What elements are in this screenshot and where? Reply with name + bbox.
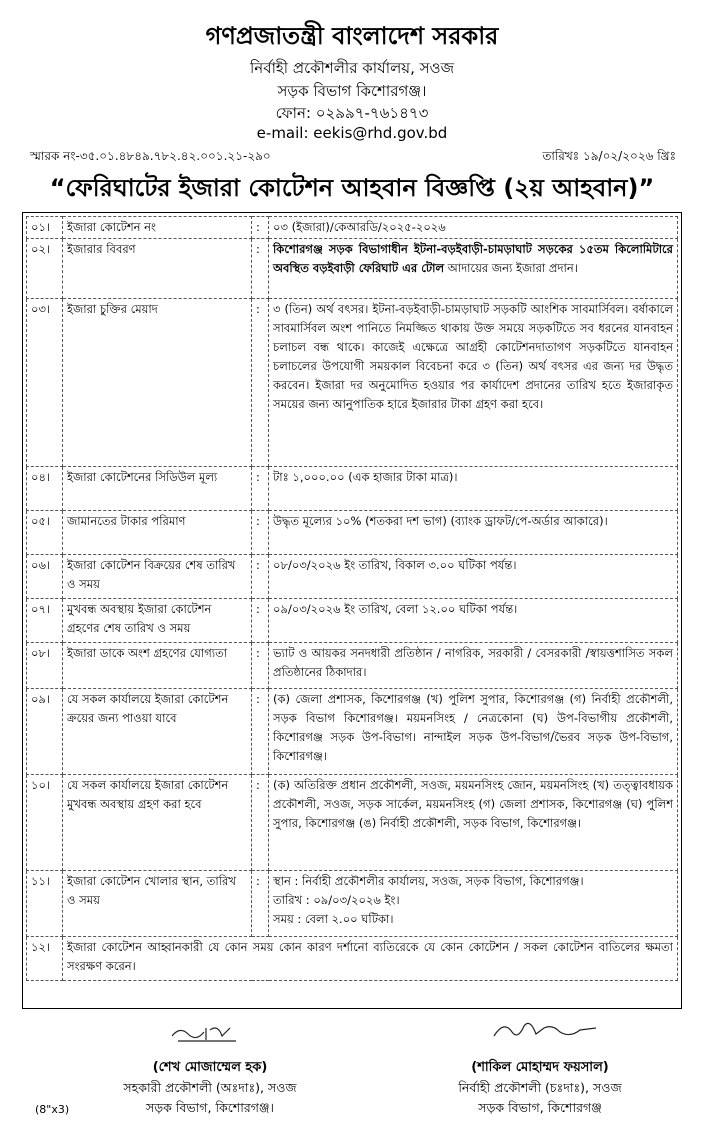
reservation-clause: ইজারা কোটেশন আহ্বানকারী যে কোন সময় কোন কারণ দর্শানো ব্যতিরেকে যে কোন কোটেশন / সকল কোটেশন বাতিলের ক্ষমতা সংরক্ষণ করেন। — [63, 937, 678, 981]
signatory-office-right: সড়ক বিভাগ, কিশোরগঞ্জ — [478, 1100, 602, 1115]
row-number: ১২। — [27, 937, 63, 981]
division-line: সড়ক বিভাগ কিশোরগঞ্জ। — [277, 82, 427, 100]
row-number: ০১। — [27, 217, 63, 239]
table-row — [27, 643, 678, 689]
signatory-name-right: (শাকিল মোহাম্মদ ফয়সাল) — [471, 1060, 609, 1075]
table-row — [27, 871, 678, 937]
signature-right-mark — [490, 1018, 600, 1042]
opening-time: সময় : বেলা ২.০০ ঘটিকা। — [273, 912, 394, 926]
table-row — [27, 599, 678, 643]
row-number: ০৬। — [27, 555, 63, 599]
row-value: ০৯/০৩/২০২৬ ইং তারিখ, বেলা ১২.০০ ঘটিকা পর্যন্ত। — [269, 599, 678, 643]
signatory-designation-right: নির্বাহী প্রকৌশলী (চঃদাঃ), সওজ — [458, 1080, 622, 1095]
row-value: টাঃ ১,০০০.০০ (এক হাজার টাকা মাত্র)। — [269, 467, 678, 511]
table-row — [27, 775, 678, 871]
table-row — [27, 689, 678, 775]
row-label: যে সকল কার্যালয়ে ইজারা কোটেশন মুখবন্ধ অবস্থায় গ্রহণ করা হবে — [63, 775, 252, 871]
row-number: ০৪। — [27, 467, 63, 511]
row-label: জামানতের টাকার পরিমাণ — [63, 511, 252, 555]
table-row — [27, 937, 678, 981]
opening-date: তারিখ : ০৯/০৩/২০২৬ ইং। — [273, 893, 400, 907]
row-colon: : — [252, 239, 269, 299]
row-colon: : — [252, 217, 269, 239]
row-value — [269, 239, 678, 299]
signatory-office-left: সড়ক বিভাগ, কিশোরগঞ্জ। — [145, 1100, 275, 1115]
row-label: মুখবন্ধ অবস্থায় ইজারা কোটেশন গ্রহণের শেষ তারিখ ও সময় — [63, 599, 252, 643]
signature-left-mark — [170, 1022, 240, 1044]
government-heading: গণপ্রজাতন্ত্রী বাংলাদেশ সরকার — [205, 22, 499, 50]
table-row — [27, 467, 678, 511]
row-value: ৩ (তিন) অর্থ বৎসর। ইটনা-বড়ইবাড়ী-চামড়াঘাট সড়কটি আংশিক সাবমার্সিবল। বর্ষাকালে সাবমার্সিবল অংশ পানিতে নিমজ্জিত থাকায় উক্ত সময়ে সড়কটিতে সব ধরনের যানবাহন চলাচল বন্ধ থাকে। কাজেই এক্ষেত্রে আগ্রহী কোটেশনদাতাগণ সড়কটিতে যানবাহন চলাচলের উপযোগী সময়কাল বিবেচনা করে ৩ (তিন) অর্থ বৎসর এর জন্য দর উদ্ধৃত করবেন। ইজারা দর অনুমোদিত হওয়ার পর কার্যাদেশ প্রদানের তারিখ হতে ইজারাকৃত সময়ের জন্য আনুপাতিক হারে ইজারার টাকা গ্রহণ করা হবে। — [269, 299, 678, 467]
row-value: (ক) অতিরিক্ত প্রধান প্রকৌশলী, সওজ, ময়মনসিংহ জোন, ময়মনসিংহ (খ) তত্ত্বাবধায়ক প্রকৌশলী, সওজ, সড়ক সার্কেল, ময়মনসিংহ (গ) জেলা প্রশাসক, কিশোরগঞ্জ (ঘ) পুলিশ সুপার, কিশোরগঞ্জ (ঙ) নির্বাহী প্রকৌশলী, সড়ক বিভাগ, কিশোরগঞ্জ। — [269, 775, 678, 871]
row-value-bold: কিশোরগঞ্জ সড়ক বিভাগাধীন ইটনা-বড়ইবাড়ী-চামড়াঘাট সড়কের ১৫তম কিলোমিটারে অবস্থিত বড়ইবাড়ী ফেরিঘাট এর টোল — [273, 242, 673, 275]
row-number: ০৫। — [27, 511, 63, 555]
table-row — [27, 239, 678, 299]
table-row — [27, 299, 678, 467]
row-label: ইজারা কোটেশন বিক্রয়ের শেষ তারিখ ও সময় — [63, 555, 252, 599]
memo-number: স্মারক নং-৩৫.০১.৪৮৪৯.৭৮২.৪২.০০১.২১-২৯০ — [30, 149, 271, 163]
notice-table — [26, 216, 678, 981]
row-value: ০৩ (ইজারা)/কেআরডি/২০২৫-২০২৬ — [269, 217, 678, 239]
row-number: ১০। — [27, 775, 63, 871]
row-value-rest: আদায়ের জন্য ইজারা প্রদান। — [444, 261, 578, 275]
row-label: ইজারার বিবরণ — [63, 239, 252, 299]
row-colon: : — [252, 511, 269, 555]
notice-date: তারিখঃ ১৯/০২/২০২৬ খ্রিঃ — [542, 149, 676, 163]
email-line: e-mail: eekis@rhd.gov.bd — [256, 124, 448, 142]
signatory-designation-left: সহকারী প্রকৌশলী (অঃদাঃ), সওজ — [123, 1080, 297, 1095]
row-number: ০২। — [27, 239, 63, 299]
row-value: ০৮/০৩/২০২৬ ইং তারিখ, বিকাল ৩.০০ ঘটিকা পর্যন্ত। — [269, 555, 678, 599]
phone-line: ফোন: ০২৯৯৭-৭৬১৪৭৩ — [275, 104, 429, 122]
row-colon: : — [252, 871, 269, 937]
row-colon: : — [252, 299, 269, 467]
row-label: ইজারা ডাকে অংশ গ্রহণের যোগ্যতা — [63, 643, 252, 689]
row-number: ০৮। — [27, 643, 63, 689]
row-colon: : — [252, 467, 269, 511]
row-colon: : — [252, 689, 269, 775]
row-value: (ক) জেলা প্রশাসক, কিশোরগঞ্জ (খ) পুলিশ সুপার, কিশোরগঞ্জ (গ) নির্বাহী প্রকৌশলী, সড়ক বিভাগ কিশোরগঞ্জ। ময়মনসিংহ / নেত্রকোনা (ঘ) উপ-বিভাগীয় প্রকৌশলী, কিশোরগঞ্জ সড়ক উপ-বিভাগ। নান্দাইল সড়ক উপ-বিভাগ/ভৈরব সড়ক উপ-বিভাগ, কিশোরগঞ্জ। — [269, 689, 678, 775]
print-size-note: (8"x3) — [35, 1103, 70, 1116]
row-label: ইজারা কোটেশনের সিডিউল মূল্য — [63, 467, 252, 511]
table-row — [27, 511, 678, 555]
row-number: ০৩। — [27, 299, 63, 467]
signature-block-right — [420, 1058, 660, 1118]
row-colon: : — [252, 775, 269, 871]
row-value — [269, 871, 678, 937]
row-colon: : — [252, 643, 269, 689]
notice-title: “ফেরিঘাটের ইজারা কোটেশন আহবান বিজ্ঞপ্তি (২য় আহবান)” — [49, 174, 655, 202]
table-row — [27, 555, 678, 599]
row-label: ইজারা কোটেশন নং — [63, 217, 252, 239]
row-value: ভ্যাট ও আয়কর সনদধারী প্রতিষ্ঠান / নাগরিক, সরকারী / বেসরকারী /স্বায়ত্তশাসিত সকল প্রতিষ্ঠানের ঠিকাদার। — [269, 643, 678, 689]
signature-block-left — [95, 1058, 325, 1118]
row-label: ইজারা চুক্তির মেয়াদ — [63, 299, 252, 467]
opening-place: স্থান : নির্বাহী প্রকৌশলীর কার্যালয়, সওজ, সড়ক বিভাগ, কিশোরগঞ্জ। — [273, 874, 584, 888]
row-colon: : — [252, 599, 269, 643]
row-number: ১১। — [27, 871, 63, 937]
table-row — [27, 217, 678, 239]
row-number: ০৭। — [27, 599, 63, 643]
row-label: যে সকল কার্যালয়ে ইজারা কোটেশন ক্রয়ের জন্য পাওয়া যাবে — [63, 689, 252, 775]
row-colon: : — [252, 555, 269, 599]
signatory-name-left: (শেখ মোজাম্মেল হক) — [152, 1060, 268, 1075]
row-number: ০৯। — [27, 689, 63, 775]
row-label: ইজারা কোটেশন খোলার স্থান, তারিখ ও সময় — [63, 871, 252, 937]
office-line: নির্বাহী প্রকৌশলীর কার্যালয়, সওজ — [249, 59, 454, 77]
row-value: উদ্ধৃত মূল্যের ১০% (শতকরা দশ ভাগ) (ব্যাংক ড্রাফট/পে-অর্ডার আকারে)। — [269, 511, 678, 555]
